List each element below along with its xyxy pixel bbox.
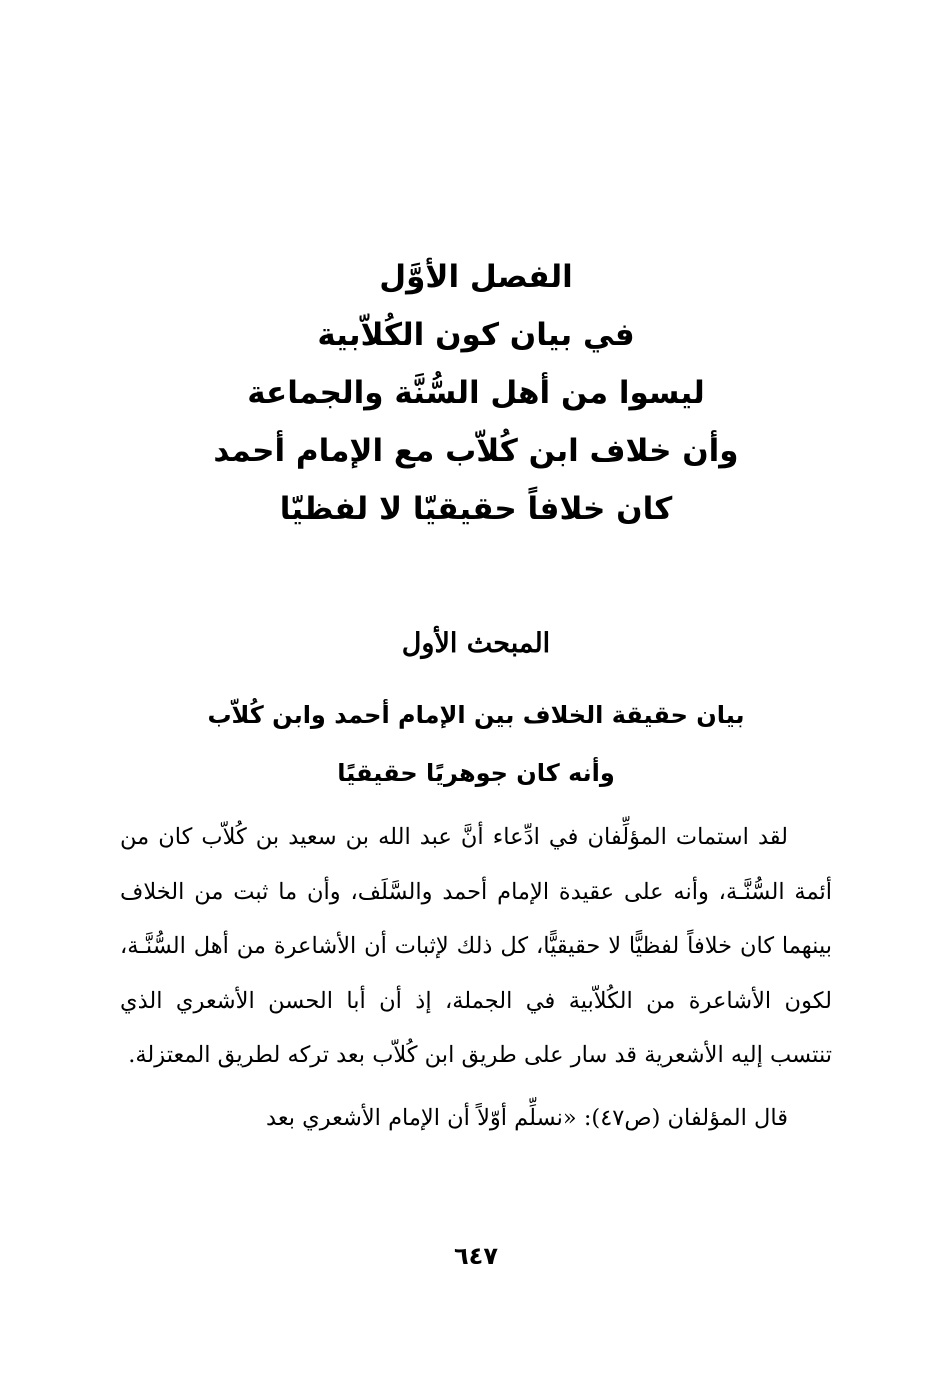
chapter-heading xyxy=(0,248,952,538)
chapter-heading-line: كان خلافاً حقيقيّا لا لفظيّا xyxy=(279,491,673,527)
section-subtitle-line: وأنه كان جوهريًا حقيقيًا xyxy=(337,759,615,787)
section-subtitle-line: بيان حقيقة الخلاف بين الإمام أحمد وابن كُلاّب xyxy=(207,701,745,729)
chapter-heading-line: ليسوا من أهل السُّنَّة والجماعة xyxy=(247,375,705,411)
page-number: ٦٤٧ xyxy=(454,1242,498,1270)
chapter-heading-line: وأن خلاف ابن كُلاّب مع الإمام أحمد xyxy=(213,433,739,469)
body-text xyxy=(120,810,832,1145)
body-paragraph: قال المؤلفان (ص٤٧): «نسلِّم أوّلاً أن الإمام الأشعري بعد xyxy=(266,1104,788,1131)
body-paragraph: لقد استمات المؤلِّفان في ادِّعاء أنَّ عبد الله بن سعيد بن كُلاّب كان من أئمة السُّنَّـة، وأنه على عقيدة الإمام أحمد والسَّلَف، وأن ما ثبت من الخلاف بينهما كان خلافاً لفظيًّا لا حقيقيًّا، كل ذلك لإثبات أن الأشاعرة من أهل السُّنَّـة، لكون الأشاعرة من الكُلاّبية في الجملة، إذ أن أبا الحسن الأشعري الذي تنتسب إليه الأشعرية قد سار على طريق ابن كُلاّب بعد تركه لطريق المعتزلة. xyxy=(120,824,832,1068)
chapter-heading-line: الفصل الأوَّل xyxy=(379,259,573,295)
chapter-heading-line: في بيان كون الكُلاّبية xyxy=(317,317,635,353)
section-title: المبحث الأول xyxy=(401,628,551,659)
section-subtitle xyxy=(0,686,952,802)
